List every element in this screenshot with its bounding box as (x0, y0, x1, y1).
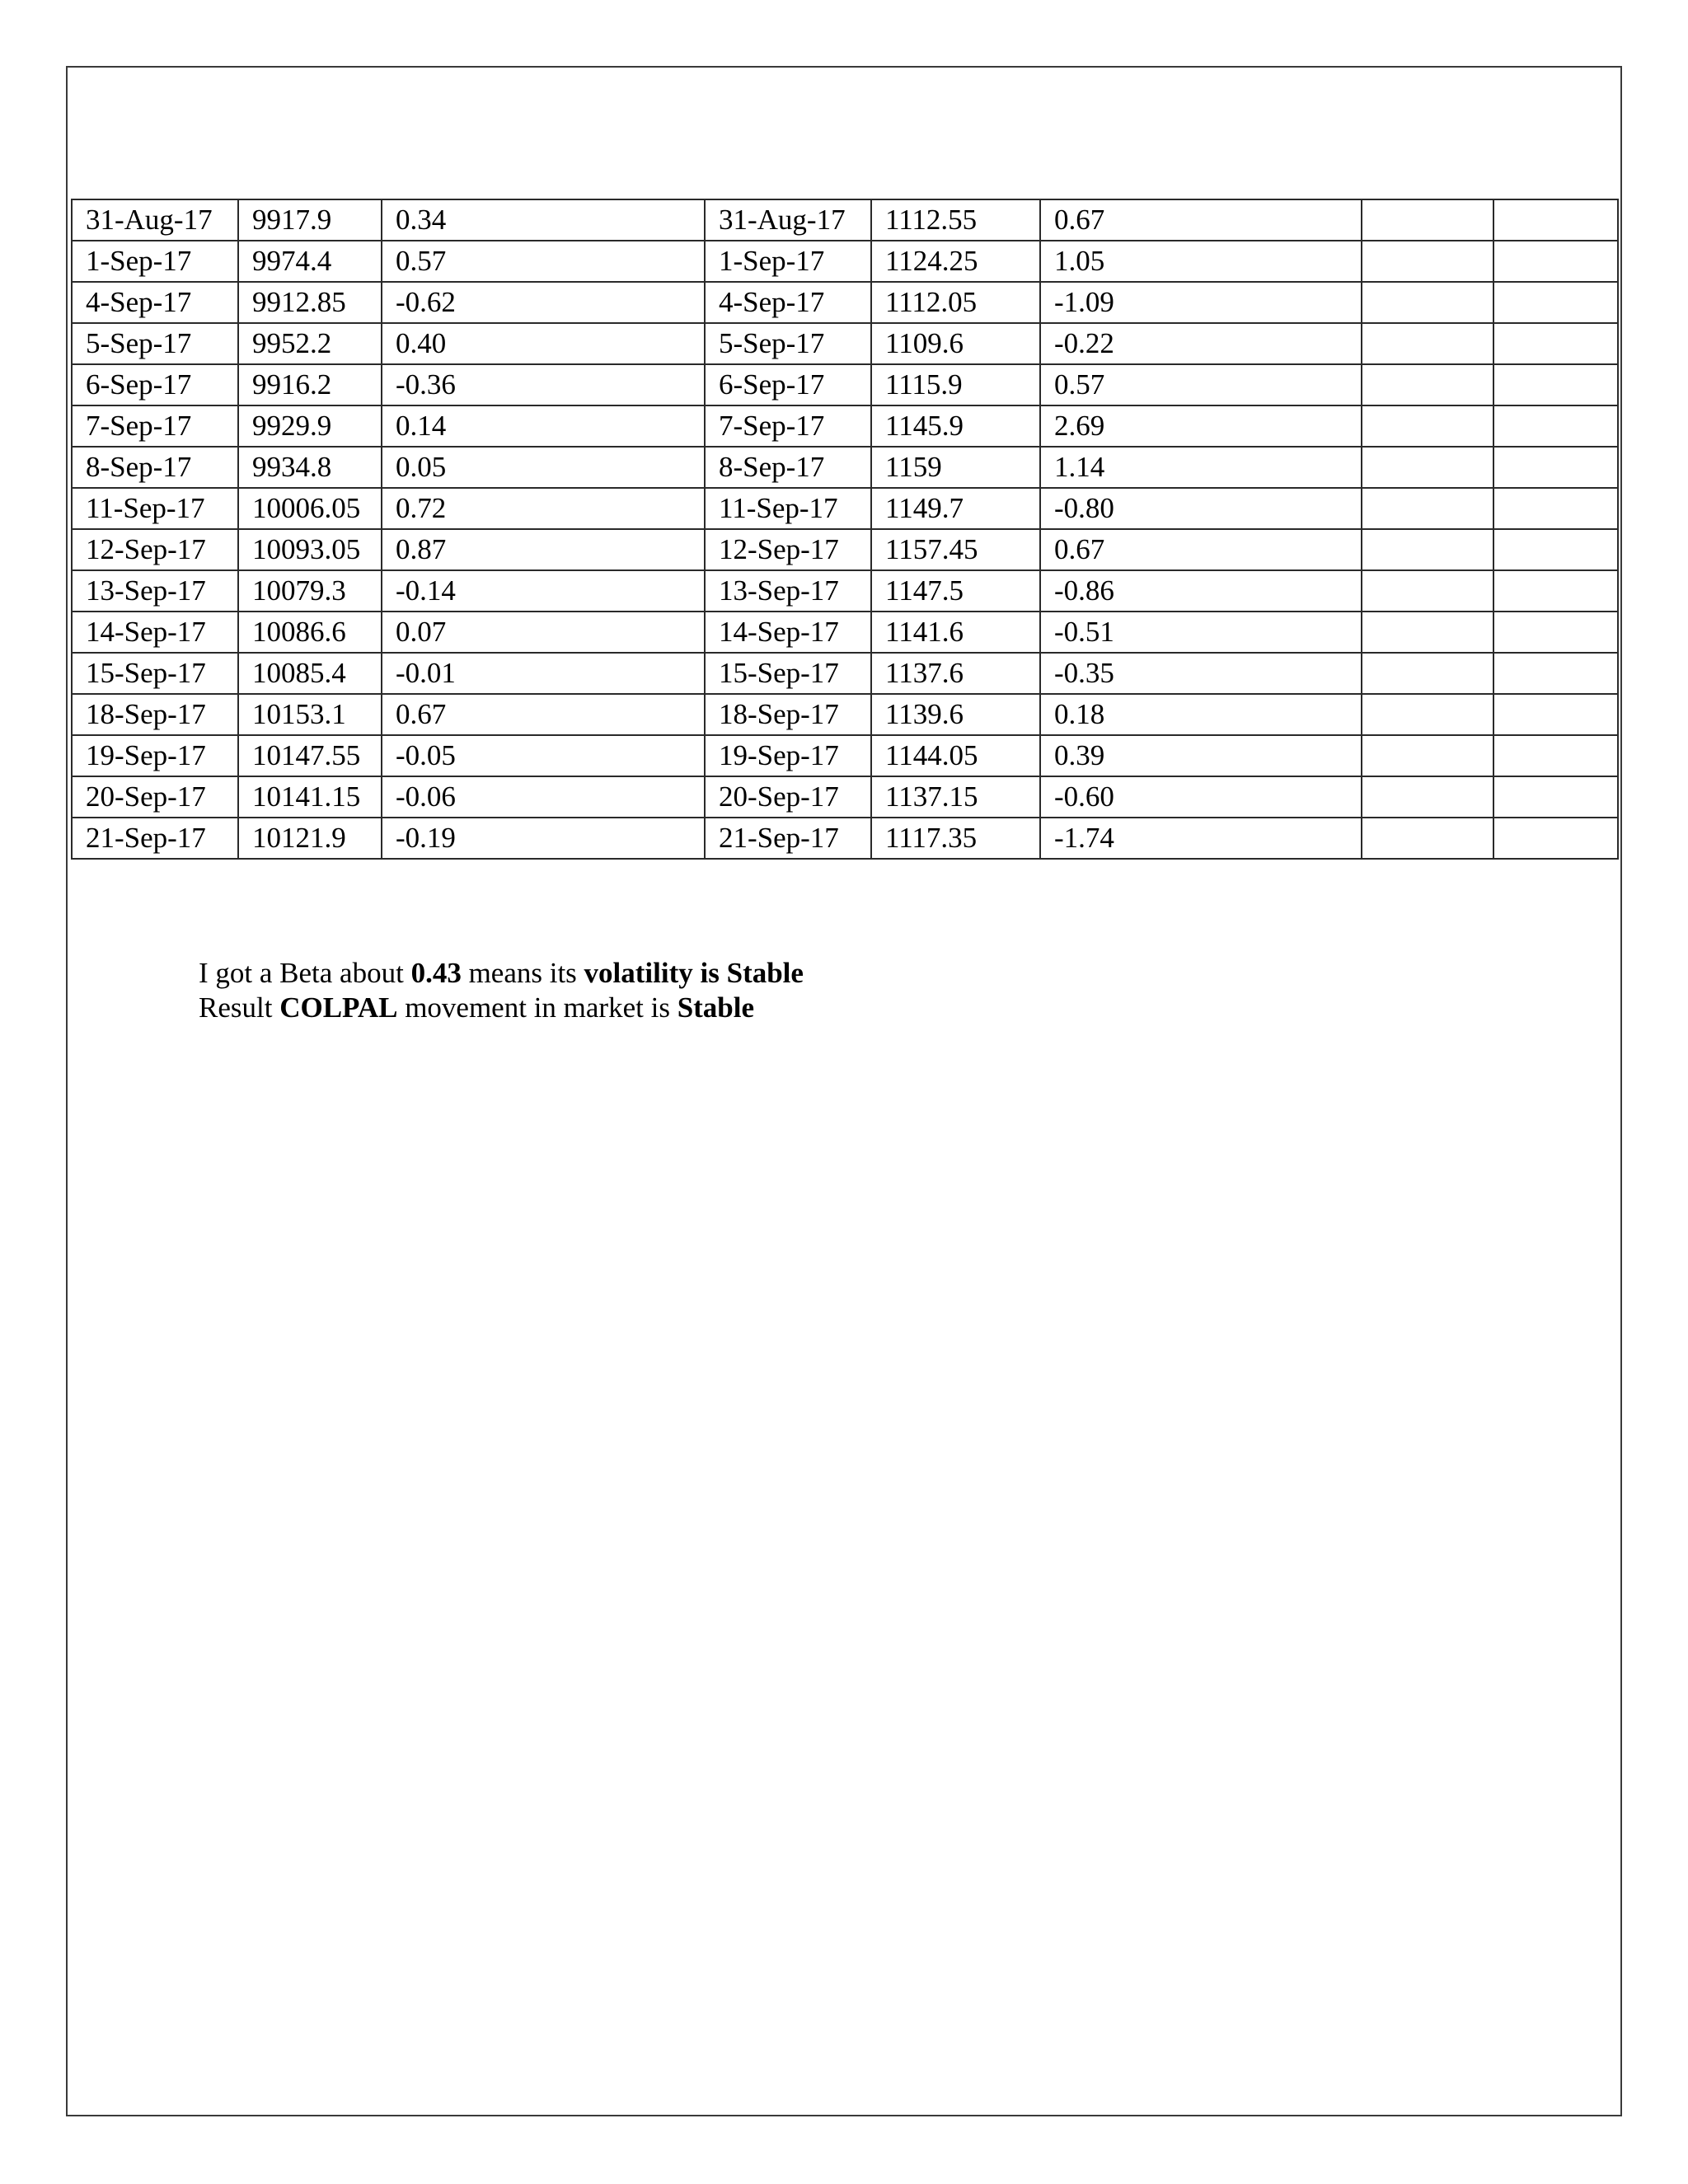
table-cell: 12-Sep-17 (705, 529, 871, 570)
table-cell: -0.06 (382, 776, 705, 818)
empty-cell (1493, 653, 1618, 694)
table-cell: 1141.6 (871, 612, 1040, 653)
table-cell: 7-Sep-17 (705, 405, 871, 447)
table-row (72, 405, 1618, 447)
table-cell: 1139.6 (871, 694, 1040, 735)
table-cell: 0.14 (382, 405, 705, 447)
empty-cell (1362, 364, 1493, 405)
table-cell: 12-Sep-17 (72, 529, 238, 570)
empty-cell (1493, 694, 1618, 735)
table-row (72, 282, 1618, 323)
table-cell: 2.69 (1040, 405, 1362, 447)
table-row (72, 735, 1618, 776)
table-cell: 1-Sep-17 (705, 241, 871, 282)
table-cell: 1157.45 (871, 529, 1040, 570)
table-cell: 0.57 (382, 241, 705, 282)
table-cell: -0.86 (1040, 570, 1362, 612)
table-cell: -0.62 (382, 282, 705, 323)
table-cell: 10086.6 (238, 612, 382, 653)
empty-cell (1493, 612, 1618, 653)
table-row (72, 776, 1618, 818)
table-cell: 8-Sep-17 (705, 447, 871, 488)
table-cell: 21-Sep-17 (72, 818, 238, 859)
empty-cell (1493, 776, 1618, 818)
table-cell: 4-Sep-17 (72, 282, 238, 323)
table-cell: 1.05 (1040, 241, 1362, 282)
table-cell: 7-Sep-17 (72, 405, 238, 447)
beta-middle: means its (461, 957, 584, 989)
table-cell: 18-Sep-17 (72, 694, 238, 735)
table-cell: -0.80 (1040, 488, 1362, 529)
table-cell: 21-Sep-17 (705, 818, 871, 859)
table-cell: 9912.85 (238, 282, 382, 323)
table-cell: 0.34 (382, 199, 705, 241)
table-cell: 1159 (871, 447, 1040, 488)
empty-cell (1493, 282, 1618, 323)
table-cell: 1-Sep-17 (72, 241, 238, 282)
table-cell: 1115.9 (871, 364, 1040, 405)
table-cell: 20-Sep-17 (705, 776, 871, 818)
empty-cell (1362, 570, 1493, 612)
table-cell: 1147.5 (871, 570, 1040, 612)
table-cell: 5-Sep-17 (705, 323, 871, 364)
empty-cell (1493, 364, 1618, 405)
beta-value: 0.43 (410, 957, 462, 989)
empty-cell (1493, 447, 1618, 488)
table-cell: 10006.05 (238, 488, 382, 529)
volatility-verdict: volatility is Stable (584, 957, 804, 989)
table-cell: -1.09 (1040, 282, 1362, 323)
table-cell: -0.36 (382, 364, 705, 405)
result-middle: movement in market is (397, 991, 678, 1024)
empty-cell (1362, 694, 1493, 735)
table-cell: 0.39 (1040, 735, 1362, 776)
empty-cell (1362, 282, 1493, 323)
table-cell: 19-Sep-17 (705, 735, 871, 776)
empty-cell (1493, 570, 1618, 612)
empty-cell (1362, 735, 1493, 776)
table-cell: 9929.9 (238, 405, 382, 447)
empty-cell (1362, 776, 1493, 818)
table-cell: -0.60 (1040, 776, 1362, 818)
table-row (72, 612, 1618, 653)
table-cell: 0.18 (1040, 694, 1362, 735)
table-cell: 1.14 (1040, 447, 1362, 488)
table-cell: 9916.2 (238, 364, 382, 405)
table-cell: 19-Sep-17 (72, 735, 238, 776)
empty-cell (1493, 241, 1618, 282)
table-cell: 1124.25 (871, 241, 1040, 282)
table-cell: 9917.9 (238, 199, 382, 241)
table-cell: 10079.3 (238, 570, 382, 612)
table-cell: 11-Sep-17 (705, 488, 871, 529)
table-row (72, 241, 1618, 282)
movement-verdict: Stable (677, 991, 755, 1024)
table-cell: 9934.8 (238, 447, 382, 488)
table-cell: 4-Sep-17 (705, 282, 871, 323)
table-row (72, 488, 1618, 529)
table-cell: 5-Sep-17 (72, 323, 238, 364)
table-cell: 14-Sep-17 (705, 612, 871, 653)
table-cell: 15-Sep-17 (72, 653, 238, 694)
table-cell: 1117.35 (871, 818, 1040, 859)
empty-cell (1493, 199, 1618, 241)
table-cell: 1149.7 (871, 488, 1040, 529)
empty-cell (1493, 323, 1618, 364)
table-cell: 0.07 (382, 612, 705, 653)
table-cell: 14-Sep-17 (72, 612, 238, 653)
empty-cell (1362, 323, 1493, 364)
result-text (199, 956, 804, 1025)
table-cell: -0.19 (382, 818, 705, 859)
empty-cell (1362, 405, 1493, 447)
table-cell: 6-Sep-17 (72, 364, 238, 405)
table-cell: 1109.6 (871, 323, 1040, 364)
table-cell: 1137.6 (871, 653, 1040, 694)
returns-table (71, 199, 1619, 860)
table-cell: -0.51 (1040, 612, 1362, 653)
table-cell: -0.22 (1040, 323, 1362, 364)
empty-cell (1362, 488, 1493, 529)
table-cell: 15-Sep-17 (705, 653, 871, 694)
table-cell: -0.05 (382, 735, 705, 776)
table-row (72, 199, 1618, 241)
empty-cell (1493, 529, 1618, 570)
table-cell: 9974.4 (238, 241, 382, 282)
table-cell: 10093.05 (238, 529, 382, 570)
table-cell: 1144.05 (871, 735, 1040, 776)
table-cell: 1112.05 (871, 282, 1040, 323)
table-row (72, 529, 1618, 570)
table-cell: 0.67 (1040, 529, 1362, 570)
table-cell: 31-Aug-17 (705, 199, 871, 241)
empty-cell (1362, 653, 1493, 694)
stock-name: COLPAL (279, 991, 398, 1024)
table-cell: 1137.15 (871, 776, 1040, 818)
empty-cell (1362, 199, 1493, 241)
table-cell: -1.74 (1040, 818, 1362, 859)
table-cell: -0.35 (1040, 653, 1362, 694)
table-cell: 0.57 (1040, 364, 1362, 405)
table-cell: 0.67 (1040, 199, 1362, 241)
table-cell: 31-Aug-17 (72, 199, 238, 241)
table-cell: 8-Sep-17 (72, 447, 238, 488)
empty-cell (1362, 529, 1493, 570)
empty-cell (1493, 405, 1618, 447)
empty-cell (1362, 612, 1493, 653)
table-cell: 0.67 (382, 694, 705, 735)
empty-cell (1362, 241, 1493, 282)
empty-cell (1493, 488, 1618, 529)
table-cell: -0.14 (382, 570, 705, 612)
table-cell: 1145.9 (871, 405, 1040, 447)
table-row (72, 694, 1618, 735)
table-cell: 0.05 (382, 447, 705, 488)
table-row (72, 364, 1618, 405)
table-cell: 10141.15 (238, 776, 382, 818)
table-row (72, 447, 1618, 488)
empty-cell (1362, 447, 1493, 488)
table-cell: 9952.2 (238, 323, 382, 364)
table-row (72, 818, 1618, 859)
table-cell: 13-Sep-17 (705, 570, 871, 612)
empty-cell (1362, 818, 1493, 859)
empty-cell (1493, 735, 1618, 776)
table-row (72, 323, 1618, 364)
table-cell: 11-Sep-17 (72, 488, 238, 529)
result-prefix: Result (199, 991, 280, 1024)
table-cell: 0.87 (382, 529, 705, 570)
empty-cell (1493, 818, 1618, 859)
table-cell: 1112.55 (871, 199, 1040, 241)
table-cell: 18-Sep-17 (705, 694, 871, 735)
table-cell: 6-Sep-17 (705, 364, 871, 405)
table-cell: 10121.9 (238, 818, 382, 859)
beta-statement (199, 956, 804, 991)
table-cell: 10085.4 (238, 653, 382, 694)
table-cell: 13-Sep-17 (72, 570, 238, 612)
table-row (72, 570, 1618, 612)
table-cell: 20-Sep-17 (72, 776, 238, 818)
table-row (72, 653, 1618, 694)
table-cell: -0.01 (382, 653, 705, 694)
result-statement (199, 991, 804, 1025)
table-cell: 10153.1 (238, 694, 382, 735)
table-cell: 0.72 (382, 488, 705, 529)
beta-prefix: I got a Beta about (199, 957, 411, 989)
table-body (72, 199, 1618, 859)
table-cell: 0.40 (382, 323, 705, 364)
table-cell: 10147.55 (238, 735, 382, 776)
